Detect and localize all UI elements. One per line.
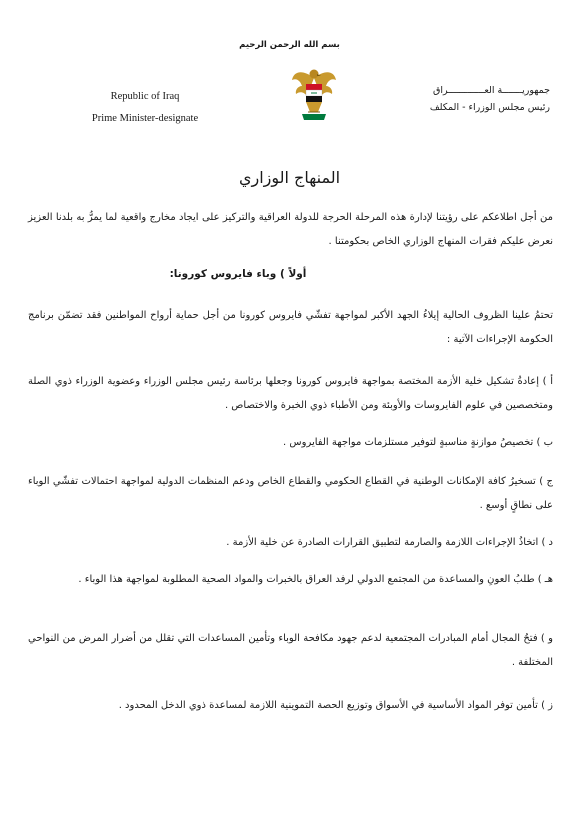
basmala: بسم الله الرحمن الرحيم — [239, 40, 340, 50]
list-item: ب ) تخصيصُ موازنةٍ مناسبةٍ لتوفير مستلزمات مواجهة الفايروس . — [283, 437, 553, 448]
iraq-eagle-emblem-icon — [290, 64, 338, 128]
header-english — [70, 86, 220, 130]
intro-paragraph: من أجل اطلاعكم على رؤيتنا لإدارة هذه المرحلة الحرجة للدولة العراقية والتركيز على ايجاد مخارج واقعية لما يمرُّ به بلدنا العزيز نعرض عليكم فقرات المنهاج الوزاري الخاص بحكومتنا . — [28, 212, 553, 247]
list-item: ز ) تأمين توفر المواد الأساسية في الأسواق وتوزيع الحصة التموينية اللازمة لمساعدة ذوي الدخل المحدود . — [118, 700, 553, 711]
list-item: د ) اتخاذُ الإجراءات اللازمة والصارمة لتطبيق القرارات الصادرة عن خلية الأزمة . — [226, 537, 553, 548]
header-arabic — [380, 82, 550, 116]
list-item: و ) فتحُ المجال أمام المبادرات المجتمعية لدعم جهود مكافحة الوباء وتأمين المساعدات التي تقلل من أضرار المرض من النواحي المختلفة . — [28, 633, 553, 668]
list-item: هـ ) طلبُ العونِ والمساعدة من المجتمع الدولي لرفد العراق بالخبرات والمواد الصحية المطلوبة لمواجهة هذا الوباء . — [78, 574, 553, 585]
header-en-office: Prime Minister-designate — [91, 113, 199, 124]
header-en-country: Republic of Iraq — [110, 91, 180, 102]
header-ar-country: جمهوريـــــــة العـــــــــــــراق — [432, 85, 550, 96]
list-item: أ ) إعادةُ تشكيل خلية الأزمة المختصة بمواجهة فايروس كورونا وجعلها برئاسة رئيس مجلس الوزراء وعضوية الوزراء ذوي الصلة ومتخصصين في علوم الفايروسات والأوبئة ومن الأطباء ذوي الخبرة والاختصاص . — [28, 376, 553, 411]
list-item: ج ) تسخيرُ كافة الإمكانات الوطنية في القطاع الحكومي والقطاع الخاص ودعم المنظمات الدولية لمواجهة احتمالات تفشّي الوباء على نطاقٍ أوسع . — [28, 476, 553, 511]
section-intro-paragraph: تحتمُ علينا الظروف الحالية إيلاءُ الجهد الأكبر لمواجهة تفشّي فايروس كورونا من أجل حماية أرواح المواطنين فقد تضمّن برنامج الحكومة الإجراءات الآتية : — [28, 310, 553, 345]
section-heading: أولاً ) وباء فايروس كورونا: — [169, 268, 307, 280]
header-ar-office: رئيس مجلس الوزراء - المكلف — [429, 102, 550, 113]
document-title: المنهاج الوزاري — [238, 168, 341, 187]
